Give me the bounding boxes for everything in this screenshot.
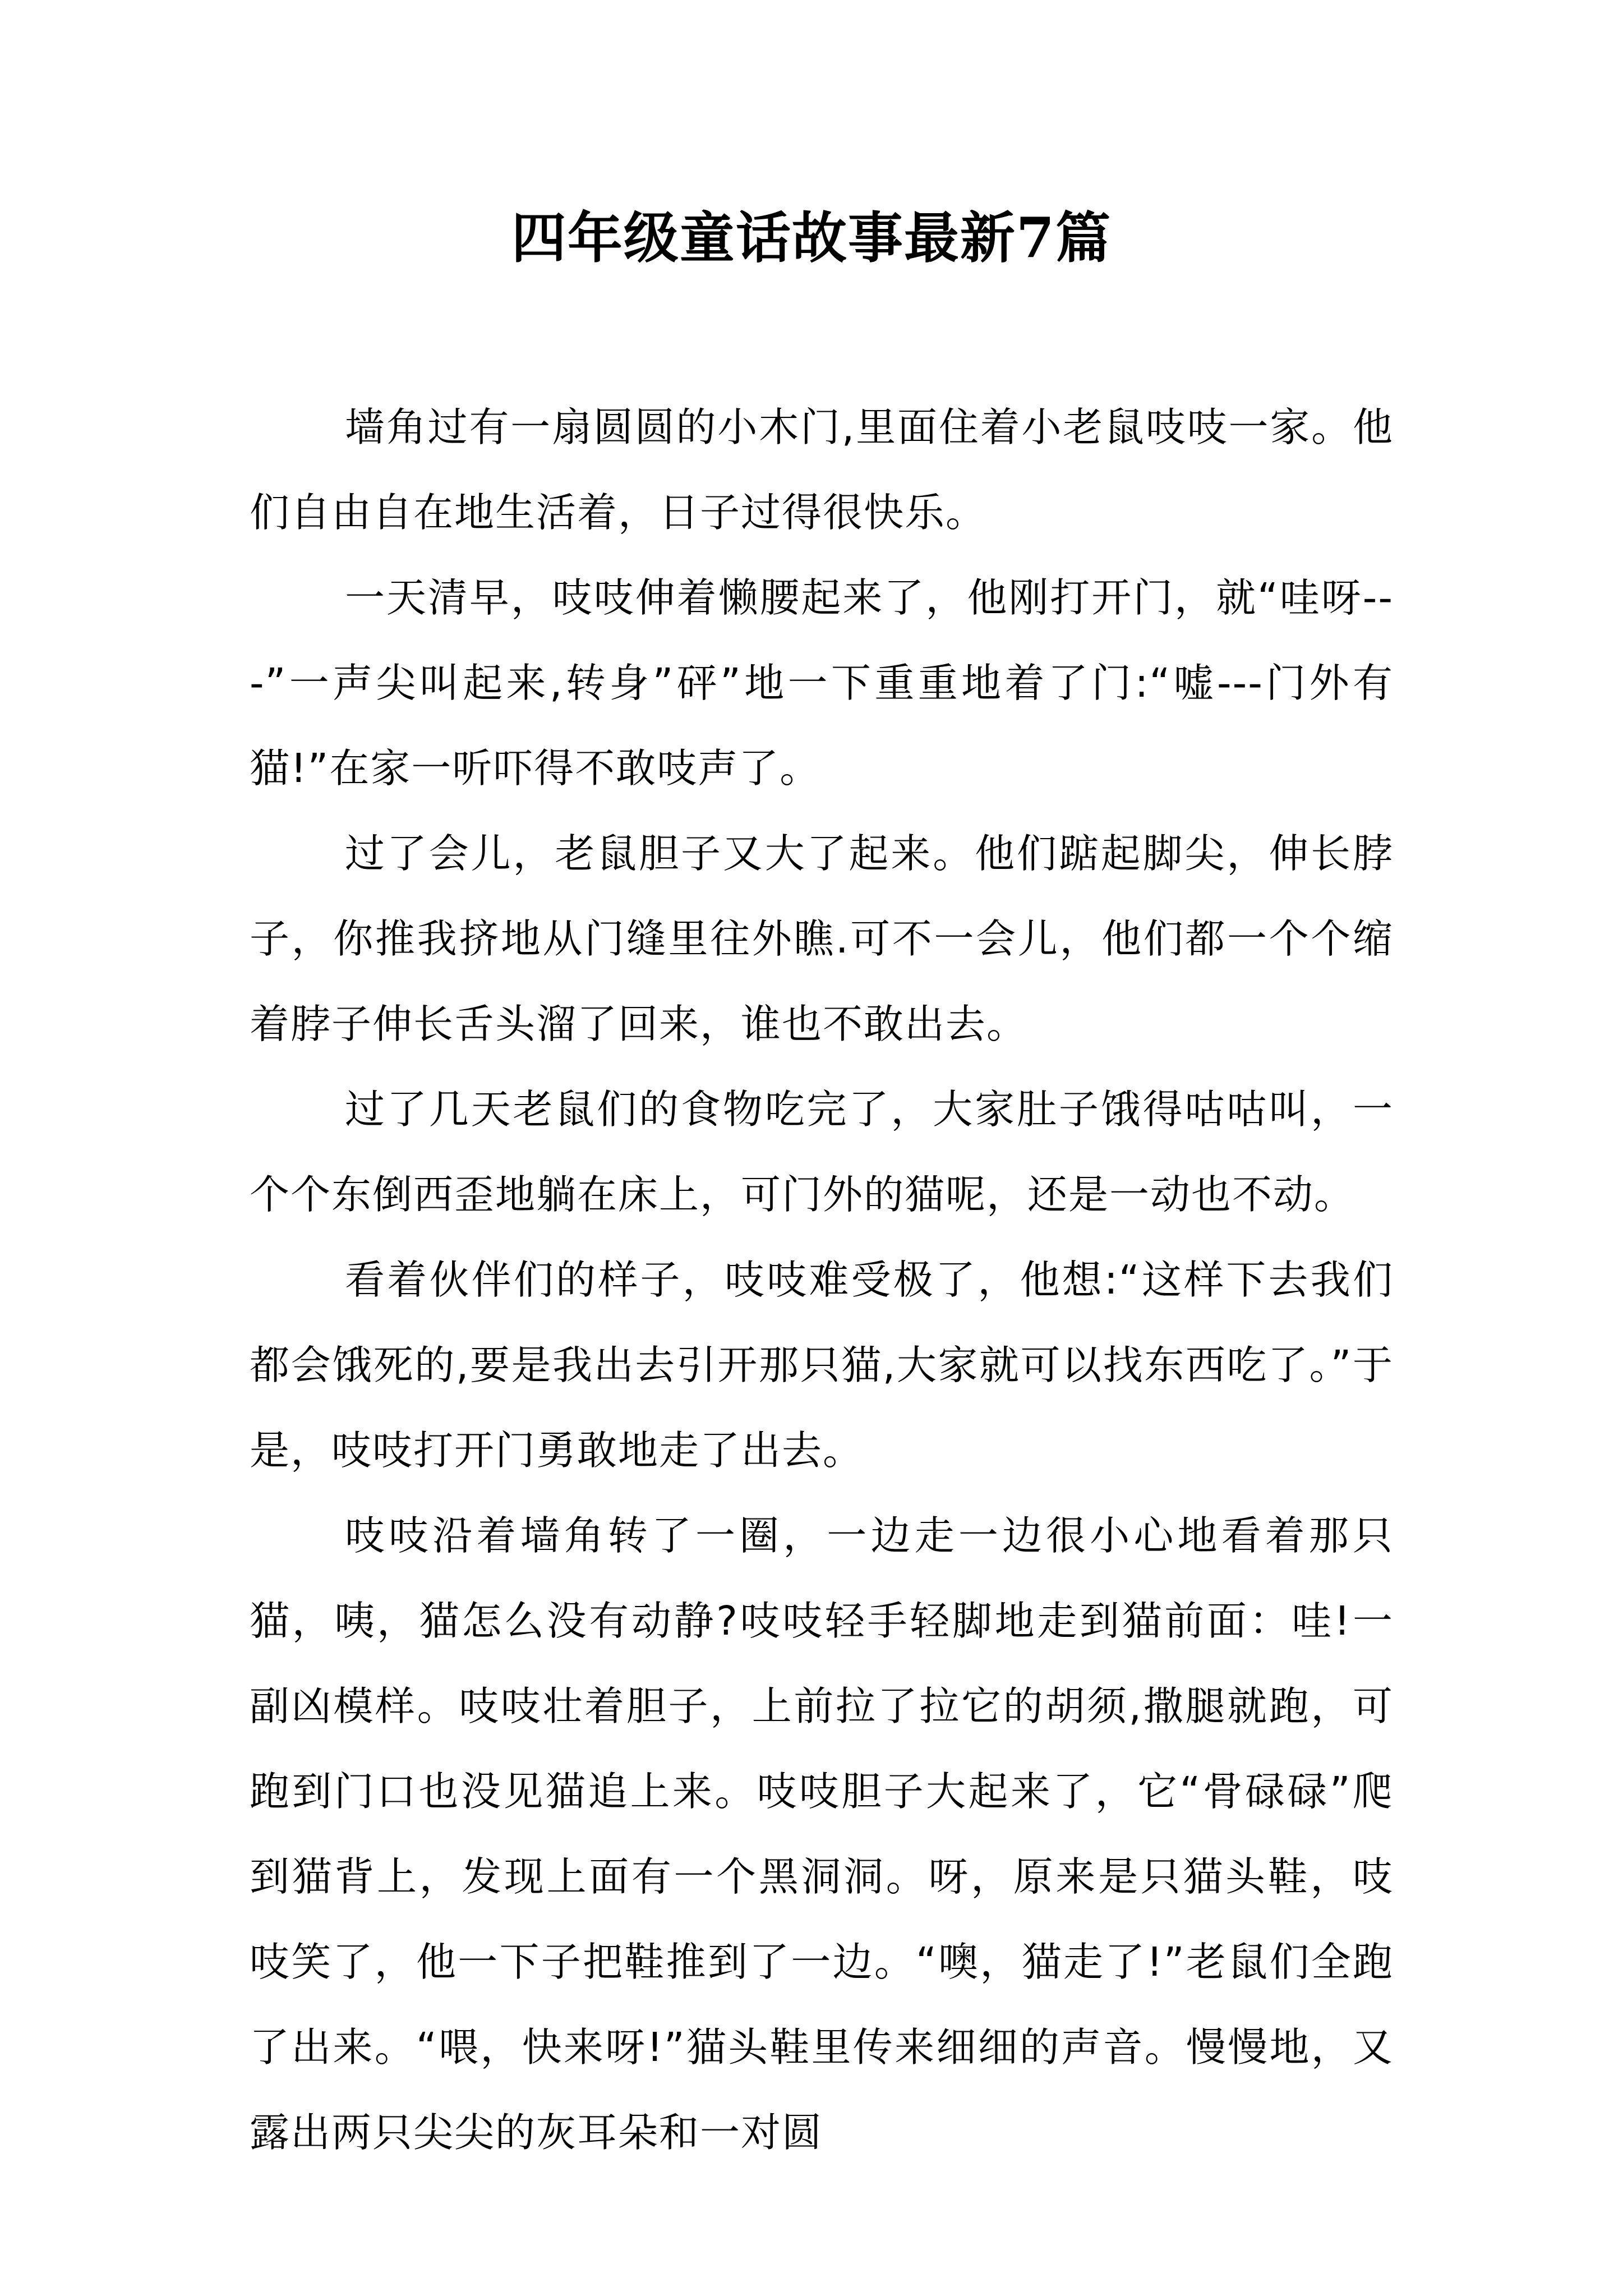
paragraph-3: 过了会儿，老鼠胆子又大了起来。他们踮起脚尖，伸长脖子，你推我挤地从门缝里往外瞧.可不一会儿，他们都一个个缩着脖子伸长舌头溜了回来，谁也不敢出去。 [250,830,1394,1047]
paragraph-5: 看着伙伴们的样子，吱吱难受极了，他想:“这样下去我们都会饿死的,要是我出去引开那只猫,大家就可以找东西吃了。”于是，吱吱打开门勇敢地走了出去。 [250,1257,1394,1474]
document-title: 四年级童话故事最新7篇 [511,206,1112,270]
paragraph-6: 吱吱沿着墙角转了一圈，一边走一边很小心地看着那只猫，咦，猫怎么没有动静?吱吱轻手轻脚地走到猫前面：哇!一副凶模样。吱吱壮着胆子，上前拉了拉它的胡须,撒腿就跑，可跑到门口也没见猫追上来。吱吱胆子大起来了，它“骨碌碌”爬到猫背上，发现上面有一个黑洞洞。呀，原来是只猫头鞋，吱吱笑了，他一下子把鞋推到了一边。“噢，猫走了!”老鼠们全跑了出来。“喂，快来呀!”猫头鞋里传来细细的声音。慢慢地，又露出两只尖尖的灰耳朵和一对圆 [250,1512,1394,2156]
paragraph-1: 墙角过有一扇圆圆的小木门,里面住着小老鼠吱吱一家。他们自由自在地生活着，日子过得很快乐。 [250,404,1394,536]
document-body [250,385,1394,2175]
paragraph-4: 过了几天老鼠们的食物吃完了，大家肚子饿得咕咕叫，一个个东倒西歪地躺在床上，可门外的猫呢，还是一动也不动。 [250,1086,1394,1218]
paragraph-2: 一天清早，吱吱伸着懒腰起来了，他刚打开门，就“哇呀---”一声尖叫起来,转身”砰”地一下重重地着了门:“嘘---门外有猫!”在家一听吓得不敢吱声了。 [250,574,1394,792]
